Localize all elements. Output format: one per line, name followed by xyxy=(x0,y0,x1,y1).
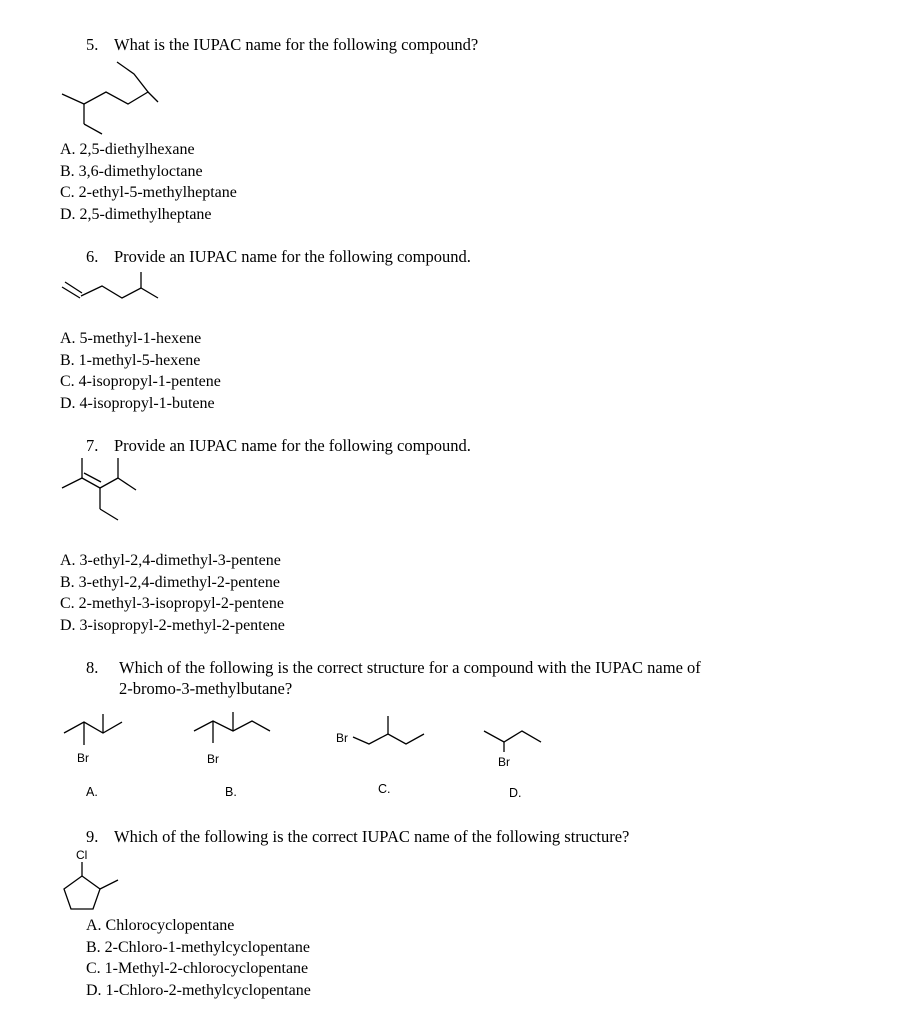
option-b[interactable]: B. 2-Chloro-1-methylcyclopentane xyxy=(86,938,310,956)
option-b[interactable]: B. 3,6-dimethyloctane xyxy=(60,162,203,180)
atom-label-br: Br xyxy=(336,731,348,745)
question-number: 6. xyxy=(86,247,99,266)
option-d[interactable]: D. 4-isopropyl-1-butene xyxy=(60,394,215,412)
question-text: What is the IUPAC name for the following compound? xyxy=(114,35,479,54)
option-b[interactable]: B. 3-ethyl-2,4-dimethyl-2-pentene xyxy=(60,573,280,591)
option-b[interactable]: B. 1-methyl-5-hexene xyxy=(60,351,201,369)
option-a[interactable]: A. Chlorocyclopentane xyxy=(86,917,235,934)
option-c[interactable]: C. 2-methyl-3-isopropyl-2-pentene xyxy=(60,595,284,612)
question-text: Provide an IUPAC name for the following compound. xyxy=(114,247,471,266)
atom-label-br: Br xyxy=(498,755,510,769)
option-d[interactable]: D. 1-Chloro-2-methylcyclopentane xyxy=(86,981,311,999)
options-q9 xyxy=(86,915,311,1001)
question-text-line-1: Which of the following is the correct structure for a compound with the IUPAC name of xyxy=(119,658,701,677)
option-d[interactable]: D. 3-isopropyl-2-methyl-2-pentene xyxy=(60,616,285,634)
option-c[interactable]: C. 1-Methyl-2-chlorocyclopentane xyxy=(86,960,309,977)
choice-letter-b: B. xyxy=(225,785,237,799)
option-a[interactable]: A. 3-ethyl-2,4-dimethyl-3-pentene xyxy=(60,552,281,569)
atom-label-br: Br xyxy=(207,752,219,766)
atom-label-br: Br xyxy=(77,751,89,765)
option-d[interactable]: D. 2,5-dimethylheptane xyxy=(60,205,212,223)
question-number: 7. xyxy=(86,436,99,455)
atom-label-cl: Cl xyxy=(76,848,88,862)
option-a[interactable]: A. 2,5-diethylhexane xyxy=(60,141,195,158)
option-c[interactable]: C. 4-isopropyl-1-pentene xyxy=(60,373,221,390)
choice-letter-d: D. xyxy=(509,786,522,800)
question-number: 5. xyxy=(86,35,99,54)
option-c[interactable]: C. 2-ethyl-5-methylheptane xyxy=(60,184,237,201)
question-text: Which of the following is the correct IUPAC name of the following structure? xyxy=(114,827,630,846)
question-text-line-2: 2-bromo-3-methylbutane? xyxy=(119,679,293,698)
option-a[interactable]: A. 5-methyl-1-hexene xyxy=(60,330,202,347)
question-text: Provide an IUPAC name for the following compound. xyxy=(114,436,471,455)
choice-letter-a: A. xyxy=(86,785,98,799)
question-number: 8. xyxy=(86,658,99,677)
question-number: 9. xyxy=(86,827,99,846)
choice-letter-c: C. xyxy=(378,782,391,796)
